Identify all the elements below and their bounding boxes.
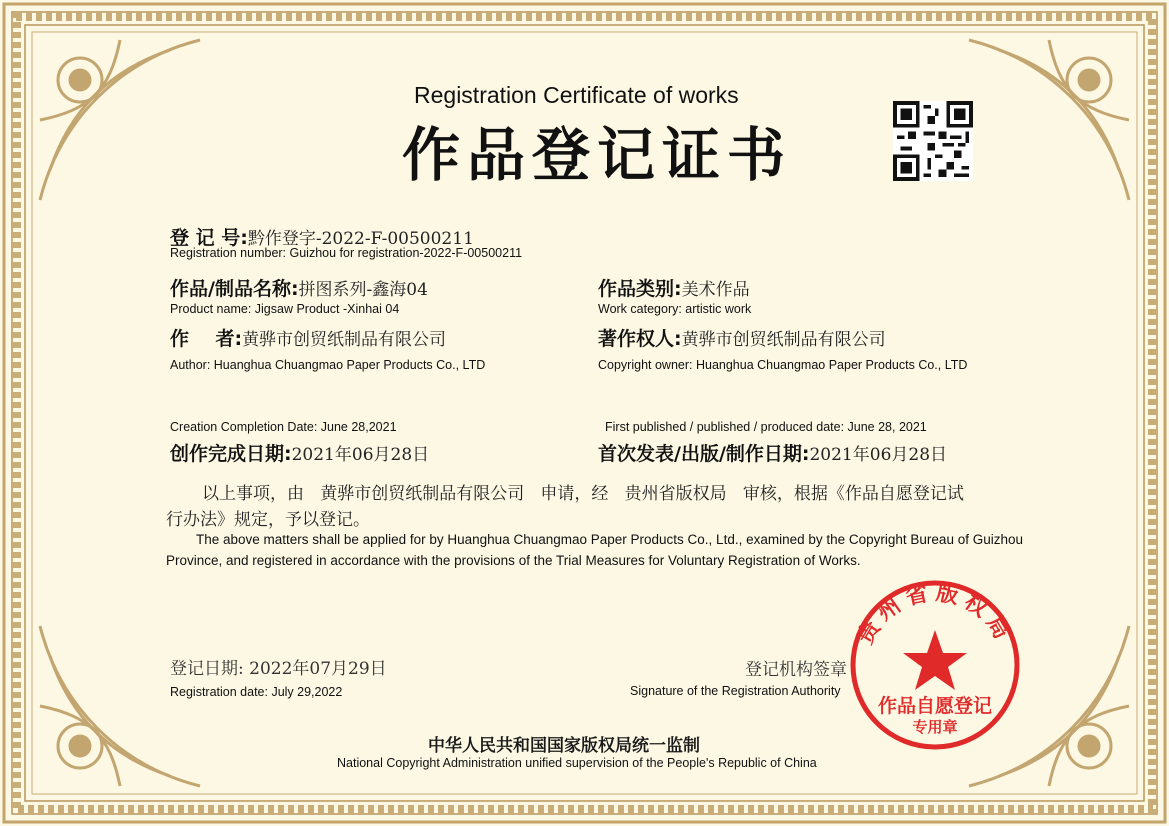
star-icon — [903, 630, 967, 690]
corner-ornament-bottom-left — [40, 626, 200, 786]
qr-code-icon[interactable] — [892, 101, 974, 181]
product-name-label: 作品/制品名称: — [170, 278, 299, 300]
statement-cn-line1: 以上事项，由 黄骅市创贸纸制品有限公司 申请，经 贵州省版权局 审核，根据《作品自愿登记试 — [202, 484, 964, 504]
supervision-en: National Copyright Administration unified supervision of the People's Republic of China — [337, 756, 817, 770]
creation-date-label: 创作完成日期: — [170, 443, 292, 465]
stamp-arc-text: 贵州省版权局 — [853, 580, 1017, 649]
registration-number-en: Registration number: Guizhou for registration-2022-F-00500211 — [170, 246, 523, 260]
publish-date-value: 2021年06月28日 — [809, 445, 948, 465]
author-en: Author: Huanghua Chuangmao Paper Products Co., LTD — [170, 358, 486, 372]
title-chinese: 作品登记证书 — [402, 121, 793, 189]
creation-date-en: Creation Completion Date: June 28,2021 — [170, 420, 397, 434]
authority-signature-en: Signature of the Registration Authority — [630, 684, 841, 698]
product-name-value: 拼图系列-鑫海04 — [298, 280, 428, 300]
official-seal-stamp — [840, 580, 1030, 750]
statement-cn-line2: 行办法》规定，予以登记。 — [166, 510, 370, 530]
product-name-row — [170, 274, 428, 301]
registration-number-label: 登 记 号: — [170, 227, 248, 249]
statement-en-line1: The above matters shall be applied for by Huanghua Chuangmao Paper Products Co., Ltd., examined by the Copyright Bureau of Guizhou — [196, 532, 1023, 547]
author-label: 作 者: — [170, 328, 243, 350]
creation-date-value: 2021年06月28日 — [291, 445, 430, 465]
publish-date-label: 首次发表/出版/制作日期: — [598, 443, 810, 465]
copyright-owner-en: Copyright owner: Huanghua Chuangmao Paper Products Co., LTD — [598, 358, 968, 372]
copyright-owner-value: 黄骅市创贸纸制品有限公司 — [681, 330, 886, 350]
work-category-row — [598, 274, 750, 301]
copyright-owner-row — [598, 324, 886, 351]
authority-signature-cn: 登记机构签章 — [745, 660, 847, 680]
product-name-en: Product name: Jigsaw Product -Xinhai 04 — [170, 302, 400, 316]
title-english: Registration Certificate of works — [414, 82, 739, 108]
publish-date-en: First published / published / produced date: June 28, 2021 — [605, 420, 927, 434]
publish-date-row — [598, 439, 947, 466]
statement-en-line2: Province, and registered in accordance with the provisions of the Trial Measures for Voluntary Registration of Works. — [166, 553, 861, 568]
author-row — [170, 324, 446, 351]
stamp-line2: 专用章 — [912, 718, 958, 736]
copyright-owner-label: 著作权人: — [598, 328, 682, 350]
registration-date-en: Registration date: July 29,2022 — [170, 685, 343, 699]
registration-number-value: 黔作登字-2022-F-00500211 — [247, 229, 474, 249]
corner-ornament-top-right — [969, 40, 1129, 200]
work-category-en: Work category: artistic work — [598, 302, 752, 316]
supervision-cn: 中华人民共和国国家版权局统一监制 — [428, 736, 700, 756]
work-category-label: 作品类别: — [598, 278, 682, 300]
creation-date-row — [170, 439, 429, 466]
corner-ornament-top-left — [40, 40, 200, 200]
author-value: 黄骅市创贸纸制品有限公司 — [242, 330, 447, 350]
registration-date-cn: 登记日期: 2022年07月29日 — [170, 659, 387, 679]
work-category-value: 美术作品 — [681, 280, 750, 300]
stamp-line1: 作品自愿登记 — [877, 695, 993, 717]
